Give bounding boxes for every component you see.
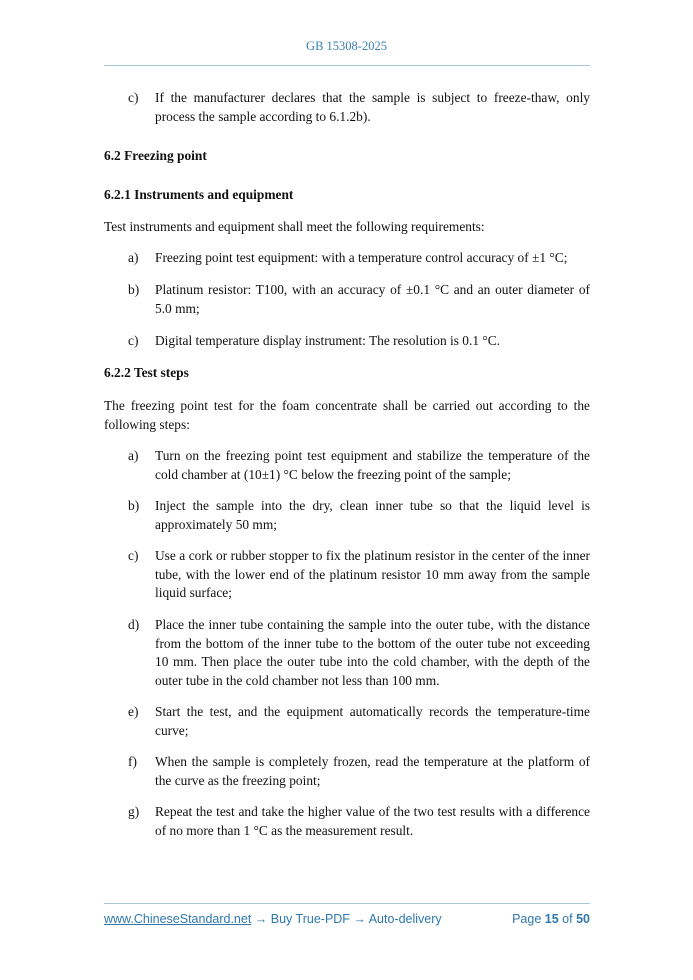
page-word: Page xyxy=(512,912,542,926)
list-text: Place the inner tube containing the sample into the outer tube, with the distance from the bottom of the inner tube to the bottom of the outer tube not exceeding 10 mm. Then place the outer tube into the cold chamber, with the depth of the outer tube in the cold chamber not less than 100 mm. xyxy=(155,617,590,688)
list-label: d) xyxy=(128,617,140,632)
list-item xyxy=(128,447,590,484)
list-item xyxy=(128,547,590,603)
list-label: e) xyxy=(128,704,139,719)
of-word: of xyxy=(562,912,573,926)
header-divider xyxy=(104,65,590,66)
list-text: Digital temperature display instrument: The resolution is 0.1 °C. xyxy=(155,333,501,348)
list-text: Use a cork or rubber stopper to fix the platinum resistor in the center of the inner tube, with the lower end of the platinum resistor 10 mm away from the sample liquid surface; xyxy=(155,548,590,600)
list-label: c) xyxy=(128,90,139,105)
list-label: g) xyxy=(128,804,140,819)
list-label: a) xyxy=(128,250,139,265)
list-item xyxy=(128,89,590,126)
list-item xyxy=(128,703,590,740)
list-text: Start the test, and the equipment automatically records the temperature-time curve; xyxy=(155,704,590,738)
website-link[interactable]: www.ChineseStandard.net xyxy=(104,912,252,926)
list-item xyxy=(128,616,590,690)
list-item xyxy=(128,753,590,790)
list-text: If the manufacturer declares that the sample is subject to freeze-thaw, only process the sample according to 6.1.2b). xyxy=(155,90,590,124)
list-item xyxy=(128,332,590,351)
list-label: a) xyxy=(128,448,139,463)
list-label: b) xyxy=(128,498,140,513)
list-text: Turn on the freezing point test equipment and stabilize the temperature of the cold chamber at (10±1) °C below the freezing point of the sample; xyxy=(155,448,590,482)
footer xyxy=(104,912,590,926)
subsection-heading: 6.2.2 Test steps xyxy=(104,365,189,380)
list-text: When the sample is completely frozen, read the temperature at the platform of the curve as the freezing point; xyxy=(155,754,590,788)
document-header-title: GB 15308-2025 xyxy=(306,39,387,53)
list-item xyxy=(128,497,590,534)
footer-tagline: → Buy True-PDF → Auto-delivery xyxy=(251,912,442,926)
list-item xyxy=(128,803,590,840)
list-text: Inject the sample into the dry, clean inner tube so that the liquid level is approximately 50 mm; xyxy=(155,498,590,532)
subsection-heading: 6.2.1 Instruments and equipment xyxy=(104,187,294,202)
list-label: c) xyxy=(128,333,139,348)
list-label: c) xyxy=(128,548,139,563)
page-indicator xyxy=(512,912,590,926)
list-label: b) xyxy=(128,282,140,297)
list-text: Repeat the test and take the higher value of the two test results with a difference of no more than 1 °C as the measurement result. xyxy=(155,804,590,838)
page-total: 50 xyxy=(576,912,590,926)
footer-divider xyxy=(104,903,590,904)
list-text: Platinum resistor: T100, with an accuracy of ±0.1 °C and an outer diameter of 5.0 mm; xyxy=(155,282,590,316)
list-item xyxy=(128,249,590,268)
page-current: 15 xyxy=(544,912,559,926)
list-text: Freezing point test equipment: with a temperature control accuracy of ±1 °C; xyxy=(155,250,568,265)
section-heading: 6.2 Freezing point xyxy=(104,148,207,163)
paragraph: The freezing point test for the foam concentrate shall be carried out according to the following steps: xyxy=(104,398,590,432)
list-label: f) xyxy=(128,754,137,769)
list-item xyxy=(128,281,590,318)
paragraph: Test instruments and equipment shall meet the following requirements: xyxy=(104,219,485,234)
